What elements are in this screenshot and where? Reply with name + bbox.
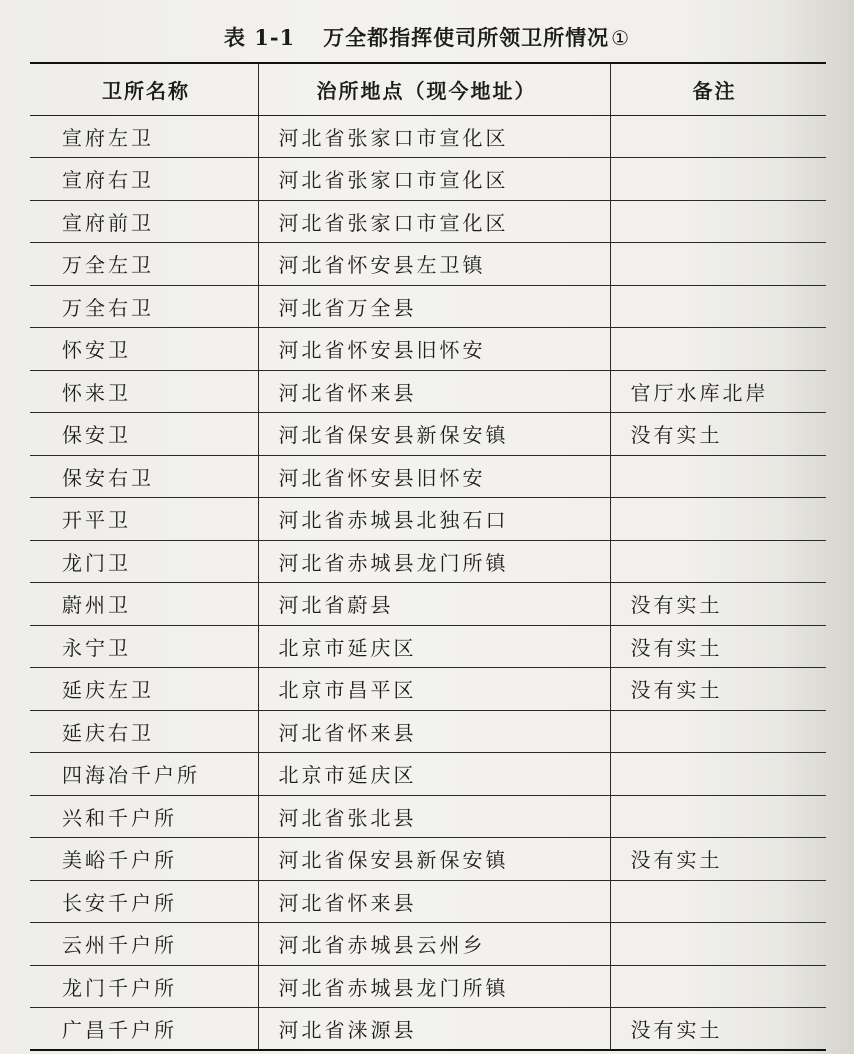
table-row	[30, 880, 826, 923]
cell-location: 河北省赤城县龙门所镇	[258, 540, 610, 583]
cell-garrison-name: 云州千户所	[30, 923, 258, 966]
cell-location: 北京市延庆区	[258, 753, 610, 796]
cell-location: 河北省张北县	[258, 795, 610, 838]
table-row	[30, 285, 826, 328]
cell-garrison-name: 延庆右卫	[30, 710, 258, 753]
cell-location: 河北省怀来县	[258, 880, 610, 923]
cell-location: 北京市延庆区	[258, 625, 610, 668]
cell-garrison-name: 美峪千户所	[30, 838, 258, 881]
cell-remarks	[610, 795, 826, 838]
table-row	[30, 965, 826, 1008]
header-location: 治所地点（现今地址）	[258, 63, 610, 115]
cell-location: 河北省赤城县龙门所镇	[258, 965, 610, 1008]
cell-garrison-name: 万全左卫	[30, 243, 258, 286]
cell-location: 河北省赤城县云州乡	[258, 923, 610, 966]
cell-garrison-name: 宣府前卫	[30, 200, 258, 243]
cell-garrison-name: 保安卫	[30, 413, 258, 456]
cell-garrison-name: 万全右卫	[30, 285, 258, 328]
cell-remarks: 没有实土	[610, 838, 826, 881]
cell-garrison-name: 延庆左卫	[30, 668, 258, 711]
cell-garrison-name: 广昌千户所	[30, 1008, 258, 1051]
cell-location: 河北省张家口市宣化区	[258, 158, 610, 201]
table-row	[30, 1008, 826, 1051]
cell-location: 河北省万全县	[258, 285, 610, 328]
cell-garrison-name: 龙门卫	[30, 540, 258, 583]
cell-garrison-name: 四海冶千户所	[30, 753, 258, 796]
table-row	[30, 923, 826, 966]
cell-remarks: 没有实土	[610, 668, 826, 711]
table-row	[30, 498, 826, 541]
cell-garrison-name: 宣府右卫	[30, 158, 258, 201]
cell-location: 河北省怀安县左卫镇	[258, 243, 610, 286]
table-row	[30, 625, 826, 668]
cell-location: 河北省蔚县	[258, 583, 610, 626]
cell-location: 河北省怀安县旧怀安	[258, 328, 610, 371]
cell-remarks	[610, 540, 826, 583]
table-row	[30, 583, 826, 626]
cell-location: 河北省怀安县旧怀安	[258, 455, 610, 498]
cell-garrison-name: 宣府左卫	[30, 115, 258, 158]
cell-garrison-name: 开平卫	[30, 498, 258, 541]
cell-remarks	[610, 243, 826, 286]
cell-remarks: 没有实土	[610, 625, 826, 668]
cell-remarks	[610, 200, 826, 243]
table-row	[30, 328, 826, 371]
cell-garrison-name: 龙门千户所	[30, 965, 258, 1008]
table-row	[30, 540, 826, 583]
cell-garrison-name: 兴和千户所	[30, 795, 258, 838]
table-row	[30, 243, 826, 286]
cell-remarks	[610, 115, 826, 158]
table-row	[30, 413, 826, 456]
cell-location: 河北省张家口市宣化区	[258, 200, 610, 243]
cell-location: 河北省张家口市宣化区	[258, 115, 610, 158]
table-title: 万全都指挥使司所领卫所情况	[323, 25, 610, 50]
cell-location: 河北省怀来县	[258, 370, 610, 413]
cell-garrison-name: 长安千户所	[30, 880, 258, 923]
cell-remarks	[610, 965, 826, 1008]
table-header-row	[30, 63, 826, 115]
cell-remarks: 没有实土	[610, 1008, 826, 1051]
cell-remarks	[610, 710, 826, 753]
cell-remarks	[610, 923, 826, 966]
cell-location: 北京市昌平区	[258, 668, 610, 711]
table-row	[30, 710, 826, 753]
cell-remarks	[610, 328, 826, 371]
cell-remarks	[610, 753, 826, 796]
table-row	[30, 370, 826, 413]
garrison-table	[30, 62, 826, 1051]
table-row	[30, 200, 826, 243]
table-row	[30, 795, 826, 838]
table-row	[30, 455, 826, 498]
cell-garrison-name: 永宁卫	[30, 625, 258, 668]
header-remarks: 备注	[610, 63, 826, 115]
table-row	[30, 158, 826, 201]
cell-remarks	[610, 880, 826, 923]
table-row	[30, 753, 826, 796]
cell-garrison-name: 怀安卫	[30, 328, 258, 371]
table-row	[30, 668, 826, 711]
cell-garrison-name: 蔚州卫	[30, 583, 258, 626]
cell-remarks: 官厅水库北岸	[610, 370, 826, 413]
cell-remarks	[610, 498, 826, 541]
cell-location: 河北省怀来县	[258, 710, 610, 753]
table-caption	[0, 22, 854, 52]
cell-location: 河北省涞源县	[258, 1008, 610, 1051]
cell-garrison-name: 保安右卫	[30, 455, 258, 498]
cell-remarks	[610, 158, 826, 201]
table-row	[30, 838, 826, 881]
header-garrison-name: 卫所名称	[30, 63, 258, 115]
cell-remarks	[610, 455, 826, 498]
table-number: 表 1-1	[223, 25, 296, 50]
cell-location: 河北省保安县新保安镇	[258, 413, 610, 456]
footnote-mark: ①	[611, 26, 631, 50]
cell-remarks: 没有实土	[610, 583, 826, 626]
cell-garrison-name: 怀来卫	[30, 370, 258, 413]
cell-location: 河北省赤城县北独石口	[258, 498, 610, 541]
cell-remarks: 没有实土	[610, 413, 826, 456]
cell-location: 河北省保安县新保安镇	[258, 838, 610, 881]
table-row	[30, 115, 826, 158]
cell-remarks	[610, 285, 826, 328]
